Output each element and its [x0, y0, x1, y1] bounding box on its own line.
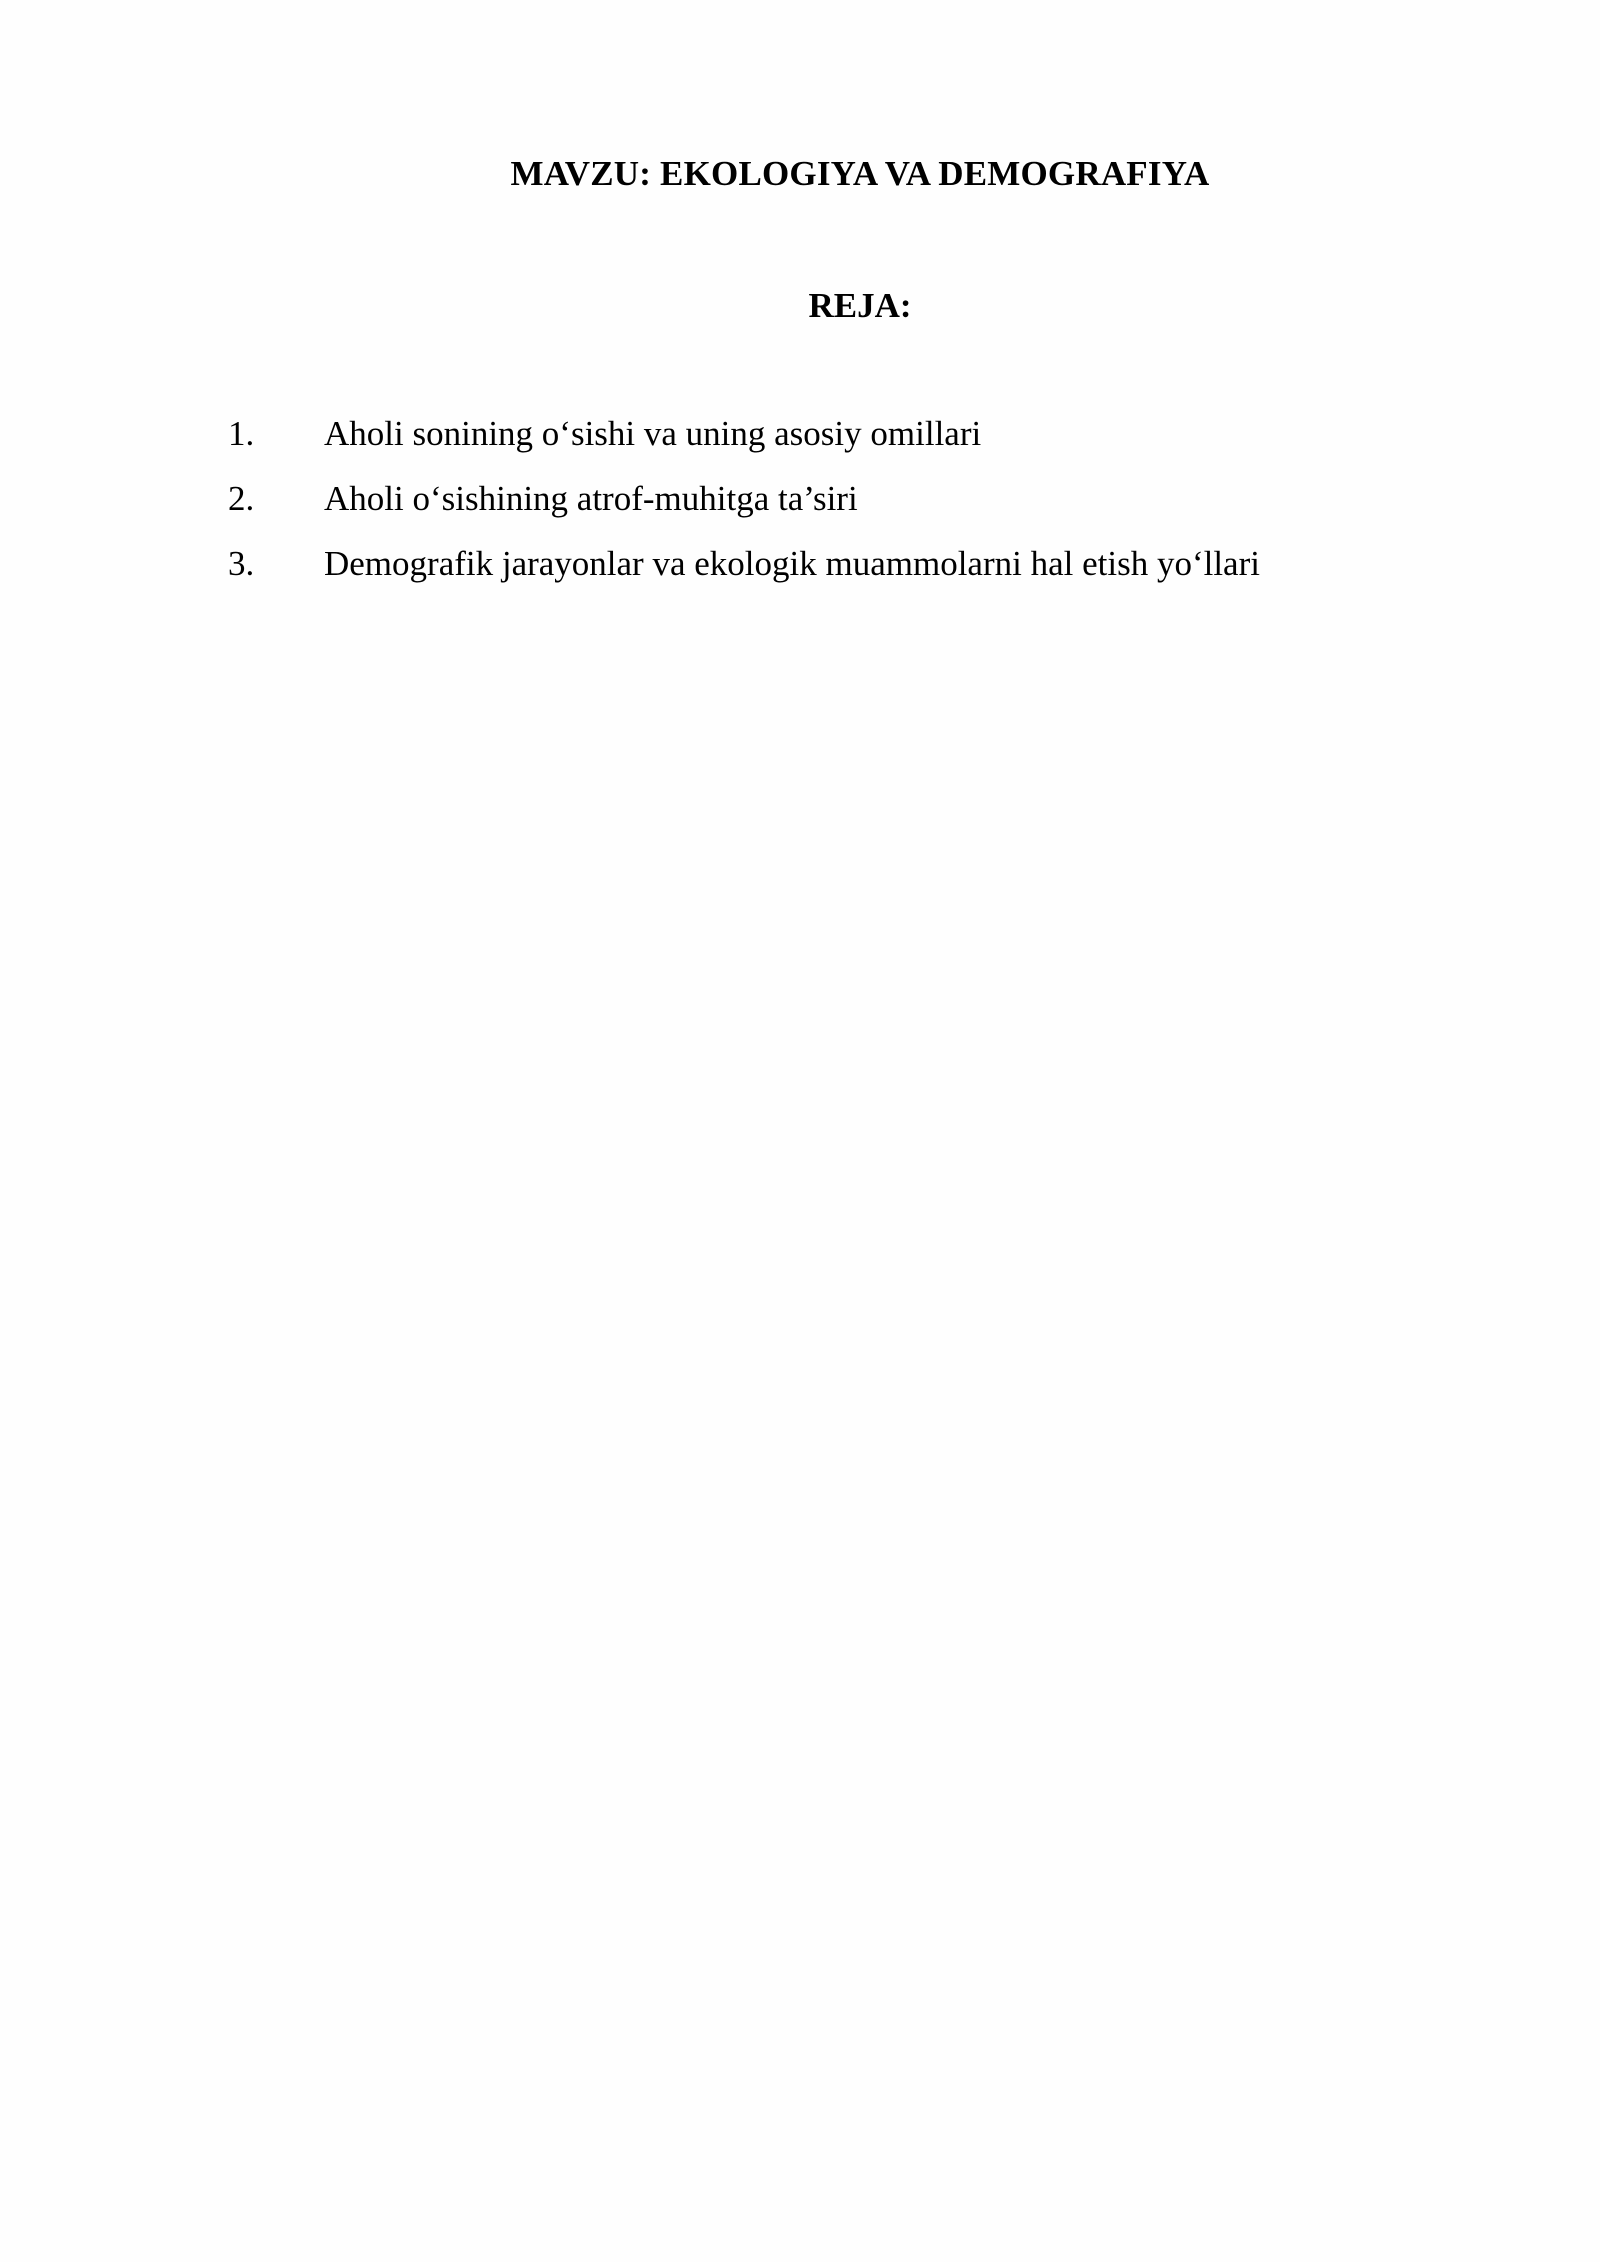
plan-item	[228, 540, 1428, 605]
plan-item-number: 1.	[228, 414, 255, 453]
plan-item-number: 2.	[228, 479, 255, 518]
plan-item-text: Demografik jarayonlar va ekologik muammolarni hal etish yo‘llari	[324, 544, 1260, 583]
plan-item	[228, 475, 1428, 540]
plan-item-text: Aholi sonining o‘sishi va uning asosiy omillari	[324, 414, 982, 453]
plan-heading: REJA:	[808, 286, 912, 325]
plan-item-number: 3.	[228, 544, 255, 583]
plan-list	[228, 410, 1428, 605]
page-title: MAVZU: EKOLOGIYA VA DEMOGRAFIYA	[510, 154, 1210, 193]
plan-item	[228, 410, 1428, 475]
plan-item-text: Aholi o‘sishining atrof-muhitga ta’siri	[324, 479, 858, 518]
